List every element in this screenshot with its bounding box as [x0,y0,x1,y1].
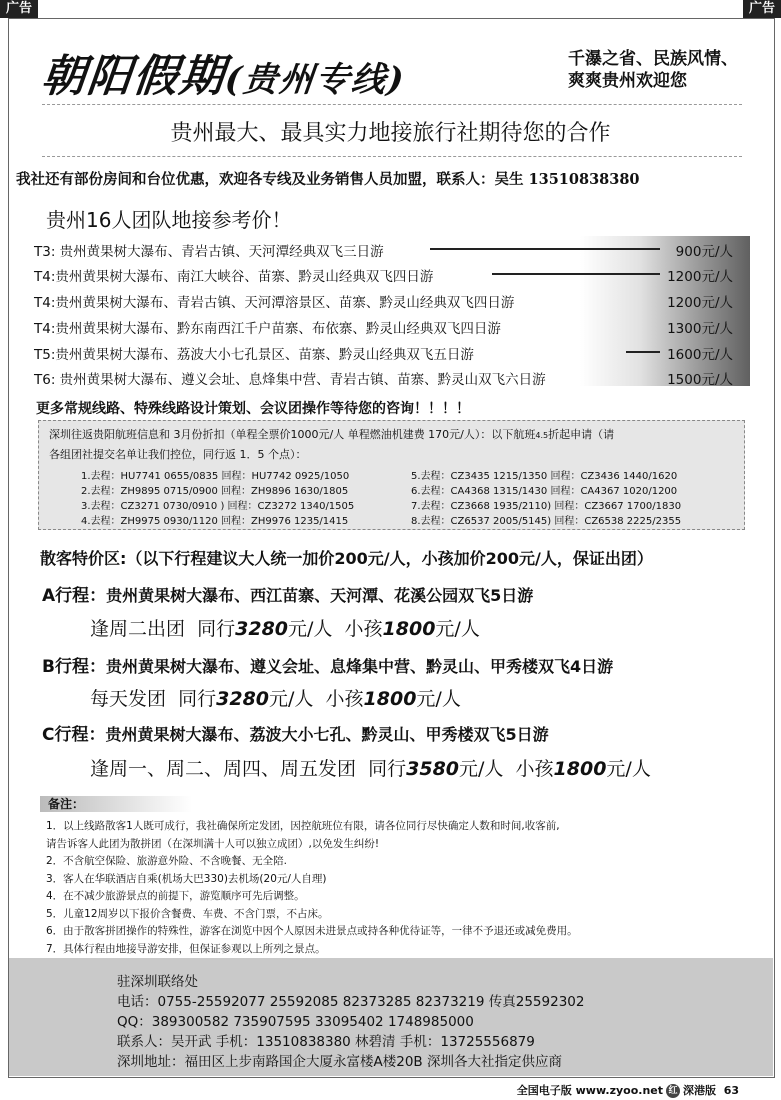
child-label: 小孩 [515,758,554,780]
note-item: 请告诉客人此团为散拼团（在深圳满十人可以独立成团）,以免发生纠纷! [46,837,380,850]
special-offer-title: 散客特价区:（以下行程建议大人统一加价200元/人，小孩加价200元/人，保证出团） [40,549,653,568]
flight-row: 4.去程：ZH9975 0930/1120 回程：ZH9976 1235/1415 [81,516,349,527]
trip-c-detail [90,754,651,781]
region-text: 深港版 [683,1084,717,1097]
trip-route: 贵州黄果树大瀑布、西江苗寨、天河潭、花溪公园双飞5日游 [106,586,534,605]
adult-price: 3280 [235,618,289,640]
route-name: T4:贵州黄果树大瀑布、南江大峡谷、苗寨、黔灵山经典双飞四日游 [34,269,434,285]
discount-rate: 4.5 [535,431,549,440]
price-unit: 元/人 [459,758,504,780]
banner-headline: 贵州最大、最具实力地接旅行社期待您的合作 [170,121,611,146]
note-item: 6．由于散客拼团操作的特殊性，游客在浏览中因个人原因未进景点或持各种优待证等，一律不予退还或减免费用。 [46,925,578,937]
notes-label: 备注： [40,796,192,812]
notes-list [46,818,736,958]
price-list-title: 贵州16人团队地接参考价！ [46,208,292,232]
divider [42,104,742,105]
flight-row: 1.去程：HU7741 0655/0835 回程：HU7742 0925/1050 [81,471,350,482]
note-item: 1．以上线路散客1人既可成行，我社确保所定发团，因控航班位有限，请各位同行尽快确定人数和时间,收客前, [46,820,560,832]
note-item: 4．在不减少旅游景点的前提下，游览顺序可先后调整。 [46,890,305,902]
flight-intro-c: 各组团社提交名单让我们控位，同行返 1．5 个点）： [49,448,307,461]
flight-intro-a: 深圳往返贵阳航班信息和 3月份折扣（单程全票价1000元/人 单程燃油机建费 170元/人）：以下航班 [49,428,536,441]
page-footer [517,1082,739,1098]
leader-line [626,351,660,353]
divider [42,156,742,157]
route-price: 900元/人 [675,244,733,260]
route-name: T6: 贵州黄果树大瀑布、遵义会址、息烽集中营、青岩古镇、苗寨、黔灵山双飞六日游 [34,372,546,388]
child-price: 1800 [553,758,607,780]
route-price: 1600元/人 [667,347,733,363]
leader-line [492,273,660,275]
logo-main: 朝阳假期 [38,51,229,102]
leader-line [430,248,660,250]
trip-b-detail [90,684,461,711]
slogan [568,48,738,92]
price-unit: 元/人 [269,688,314,710]
adult-label: 同行 [368,758,407,780]
flight-intro-b: 折起申请（请 [548,428,615,441]
trip-route: 贵州黄果树大瀑布、遵义会址、息烽集中营、黔灵山、甲秀楼双飞4日游 [105,657,614,676]
price-unit: 元/人 [288,618,333,640]
flight-intro [49,425,739,464]
edition-badge-icon: 红 [666,1084,680,1098]
flight-row: 2.去程：ZH9895 0715/0900 回程：ZH9896 1630/1805 [81,486,349,497]
contact-office: 驻深圳联络处 [117,974,198,990]
trip-c-title [42,720,549,745]
ad-label-right: 广告 [743,0,781,18]
slogan-line1: 千瀑之省、民族风情、 [568,49,738,69]
note-item: 2．不含航空保险、旅游意外险、不含晚餐、无全陪. [46,855,288,867]
child-price: 1800 [363,688,417,710]
route-price: 1200元/人 [667,269,733,285]
route-name: T4:贵州黄果树大瀑布、黔东南西江千户苗寨、布依寨、黔灵山经典双飞四日游 [34,321,501,337]
flight-row: 3.去程：CZ3271 0730/0910 ) 回程：CZ3272 1340/1505 [81,501,355,512]
logo-sub: (贵州专线) [223,60,408,100]
flight-row: 6.去程：CA4368 1315/1430 回程：CA4367 1020/1200 [411,486,678,497]
route-name: T5:贵州黄果树大瀑布、荔波大小七孔景区、苗寨、黔灵山经典双飞五日游 [34,347,474,363]
trip-label: C行程： [42,725,106,745]
adult-price: 3580 [406,758,460,780]
contact-panel [9,958,773,1076]
note-item: 7．具体行程由地接导游安排，但保证参观以上所列之景点。 [46,942,326,955]
trip-a-title [42,581,533,606]
ad-label-left: 广告 [0,0,38,18]
route-name: T3: 贵州黄果树大瀑布、青岩古镇、天河潭经典双飞三日游 [34,244,384,260]
trip-route: 贵州黄果树大瀑布、荔波大小七孔、黔灵山、甲秀楼双飞5日游 [105,725,549,744]
note-item: 5．儿童12周岁以下报价含餐费、车费、不含门票，不占床。 [46,907,329,920]
adult-label: 同行 [197,618,236,640]
join-invitation: 我社还有部份房间和台位优惠，欢迎各专线及业务销售人员加盟，联系人：吴生 13510838380 [16,171,640,188]
flight-row: 5.去程：CZ3435 1215/1350 回程：CZ3436 1440/1620 [411,471,678,482]
price-unit: 元/人 [606,758,651,780]
trip-a-detail [90,614,480,641]
page-number: 63 [723,1084,739,1097]
trip-schedule: 逢周一、周二、周四、周五发团 [90,758,357,780]
contact-phone: 电话：0755-25592077 25592085 82373285 82373219 传真25592302 [117,994,585,1010]
note-item: 3．客人在华联酒店自乘(机场大巴330)去机场(20元/人自理) [46,872,327,885]
flight-row: 7.去程：CZ3668 1935/2110) 回程：CZ3667 1700/1830 [411,501,682,512]
trip-b-title [42,652,613,677]
flight-info-box [38,420,745,530]
adult-label: 同行 [178,688,217,710]
trip-label: B行程： [42,657,106,677]
contact-people: 联系人：吴开武 手机：13510838380 林碧清 手机：13725556879 [117,1034,535,1050]
price-unit: 元/人 [435,618,480,640]
route-price: 1200元/人 [667,295,733,311]
slogan-line2: 爽爽贵州欢迎您 [568,71,687,91]
contact-qq: QQ：389300582 735907595 33095402 1748985000 [117,1014,474,1030]
route-name: T4:贵州黄果树大瀑布、青岩古镇、天河潭溶景区、苗寨、黔灵山经典双飞四日游 [34,295,515,311]
flight-row: 8.去程：CZ6537 2005/5145) 回程：CZ6538 2225/2355 [411,516,682,527]
child-price: 1800 [382,618,436,640]
brand-logo [39,40,410,104]
price-unit: 元/人 [416,688,461,710]
child-label: 小孩 [344,618,383,640]
child-label: 小孩 [325,688,364,710]
consult-text: 更多常规线路、特殊线路设计策划、会议团操作等待您的咨询！！！！ [36,401,470,417]
edition-text: 全国电子版 www.zyoo.net [516,1084,664,1097]
contact-address: 深圳地址：福田区上步南路国企大厦永富楼A楼20B 深圳各大社指定供应商 [117,1054,562,1070]
trip-label: A行程： [42,586,107,606]
route-price: 1300元/人 [667,321,733,337]
route-price: 1500元/人 [667,372,733,388]
trip-schedule: 每天发团 [90,688,167,710]
trip-schedule: 逢周二出团 [90,618,186,640]
adult-price: 3280 [216,688,270,710]
